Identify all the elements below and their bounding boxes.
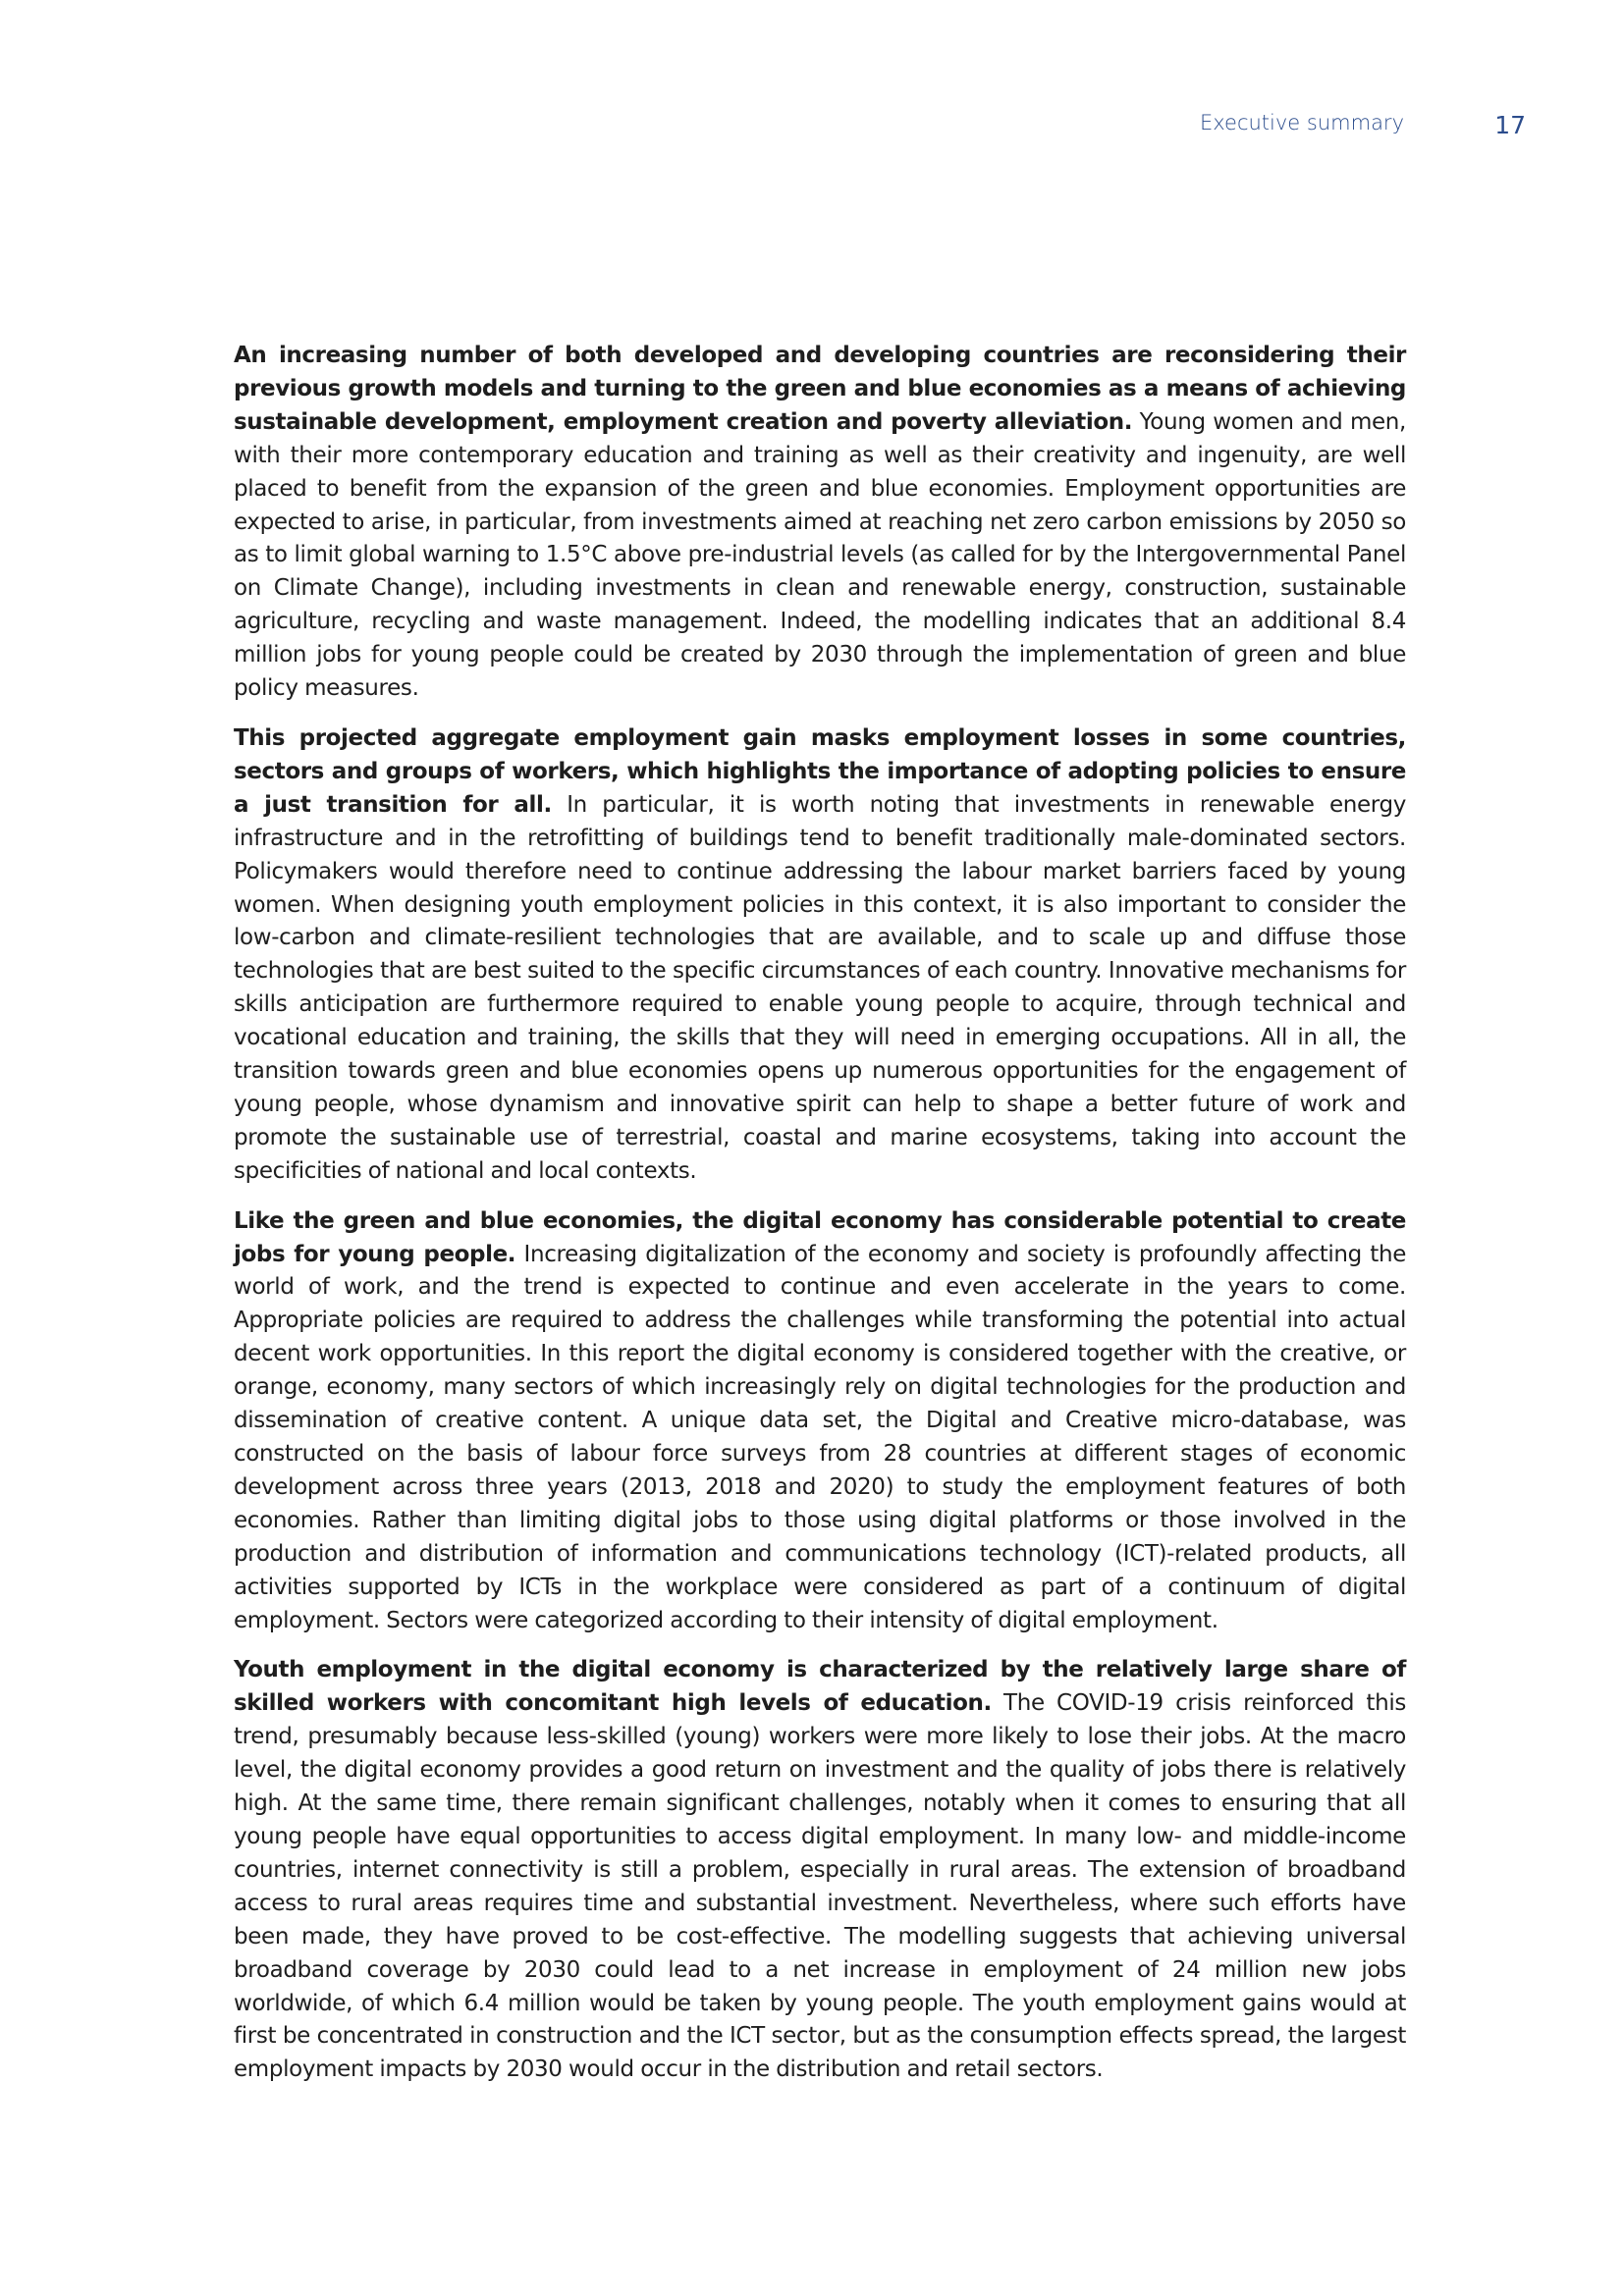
section-title: Executive summary: [1199, 111, 1404, 134]
paragraph-lead: This projected aggregate employment gain masks employment losses in some countries, sectors and groups of workers, which highlights the importance of adopting policies to ensure a just transition for all.: [234, 724, 1406, 818]
running-header: [0, 111, 1624, 140]
paragraph-lead: An increasing number of both developed and developing countries are reconsidering their previous growth models and turning to the green and blue economies as a means of achieving sustainable development, employment creation and poverty alleviation.: [234, 343, 1406, 435]
paragraph-body: Young women and men, with their more contemporary education and training as well as their creativity and ingenuity, are well placed to benefit from the expansion of the green and blue economies. Employment opportunities are expected to arise, in particular, from investments aimed at reaching net zero carbon emissions by 2050 so as to limit global warning to 1.5°C above pre-industrial levels (as called for by the Intergovernmental Panel on Climate Change), including investments in clean and renewable energy, construction, sustainable agriculture, recycling and waste management. Indeed, the modelling indicates that an additional 8.4 million jobs for young people could be created by 2030 through the implementation of green and blue policy measures.: [234, 408, 1406, 702]
paragraph-green-blue-growth: [234, 340, 1406, 706]
paragraph-lead: Youth employment in the digital economy is characterized by the relatively large share of skilled workers with concomitant high levels of education.: [234, 1657, 1406, 1717]
paragraph-body: The COVID-19 crisis reinforced this trend, presumably because less-skilled (young) workers were more likely to lose their jobs. At the macro level, the digital economy provides a good return on investment and the quality of jobs there is relatively high. At the same time, there remain significant challenges, notably when it comes to ensuring that all young people have equal opportunities to access digital employment. In many low- and middle-income countries, internet connectivity is still a problem, especially in rural areas. The extension of broadband access to rural areas requires time and substantial investment. Nevertheless, where such efforts have been made, they have proved to be cost-effective. The modelling suggests that achieving universal broadband coverage by 2030 could lead to a net increase in employment of 24 million new jobs worldwide, of which 6.4 million would be taken by young people. The youth employment gains would at first be concentrated in construction and the ICT sector, but as the consumption effects spread, the largest employment impacts by 2030 would occur in the distribution and retail sectors.: [234, 1690, 1406, 2083]
paragraph-digital-economy: [234, 1205, 1406, 1638]
page-number: 17: [1494, 111, 1526, 139]
paragraph-body: In particular, it is worth noting that investments in renewable energy infrastructure and in the retrofitting of buildings tend to benefit traditionally male-dominated sectors. Policymakers would therefore need to continue addressing the labour market barriers faced by young women. When designing youth employment policies in this context, it is also important to consider the low-carbon and climate-resilient technologies that are available, and to scale up and diffuse those technologies that are best suited to the specific circumstances of each country. Innovative mechanisms for skills anticipation are furthermore required to enable young people to acquire, through technical and vocational education and training, the skills that they will need in emerging occupations. All in all, the transition towards green and blue economies opens up numerous opportunities for the engagement of young people, whose dynamism and innovative spirit can help to shape a better future of work and promote the sustainable use of terrestrial, coastal and marine ecosystems, taking into account the specificities of national and local contexts.: [234, 791, 1406, 1184]
paragraph-body: Increasing digitalization of the economy and society is profoundly affecting the world of work, and the trend is expected to continue and even accelerate in the years to come. Appropriate policies are required to address the challenges while transforming the potential into actual decent work opportunities. In this report the digital economy is considered together with the creative, or orange, economy, many sectors of which increasingly rely on digital technologies for the production and dissemination of creative content. A unique data set, the Digital and Creative micro-database, was constructed on the basis of labour force surveys from 28 countries at different stages of economic development across three years (2013, 2018 and 2020) to study the employment features of both economies. Rather than limiting digital jobs to those using digital platforms or those involved in the production and distribution of information and communications technology (ICT)-related products, all activities supported by ICTs in the workplace were considered as part of a continuum of digital employment. Sectors were categorized according to their intensity of digital employment.: [234, 1241, 1407, 1633]
body-text: [234, 340, 1406, 2104]
paragraph-digital-youth-employment: [234, 1654, 1406, 2087]
paragraph-lead: Like the green and blue economies, the digital economy has considerable potential to create jobs for young people.: [234, 1207, 1406, 1267]
paragraph-just-transition: [234, 722, 1406, 1189]
